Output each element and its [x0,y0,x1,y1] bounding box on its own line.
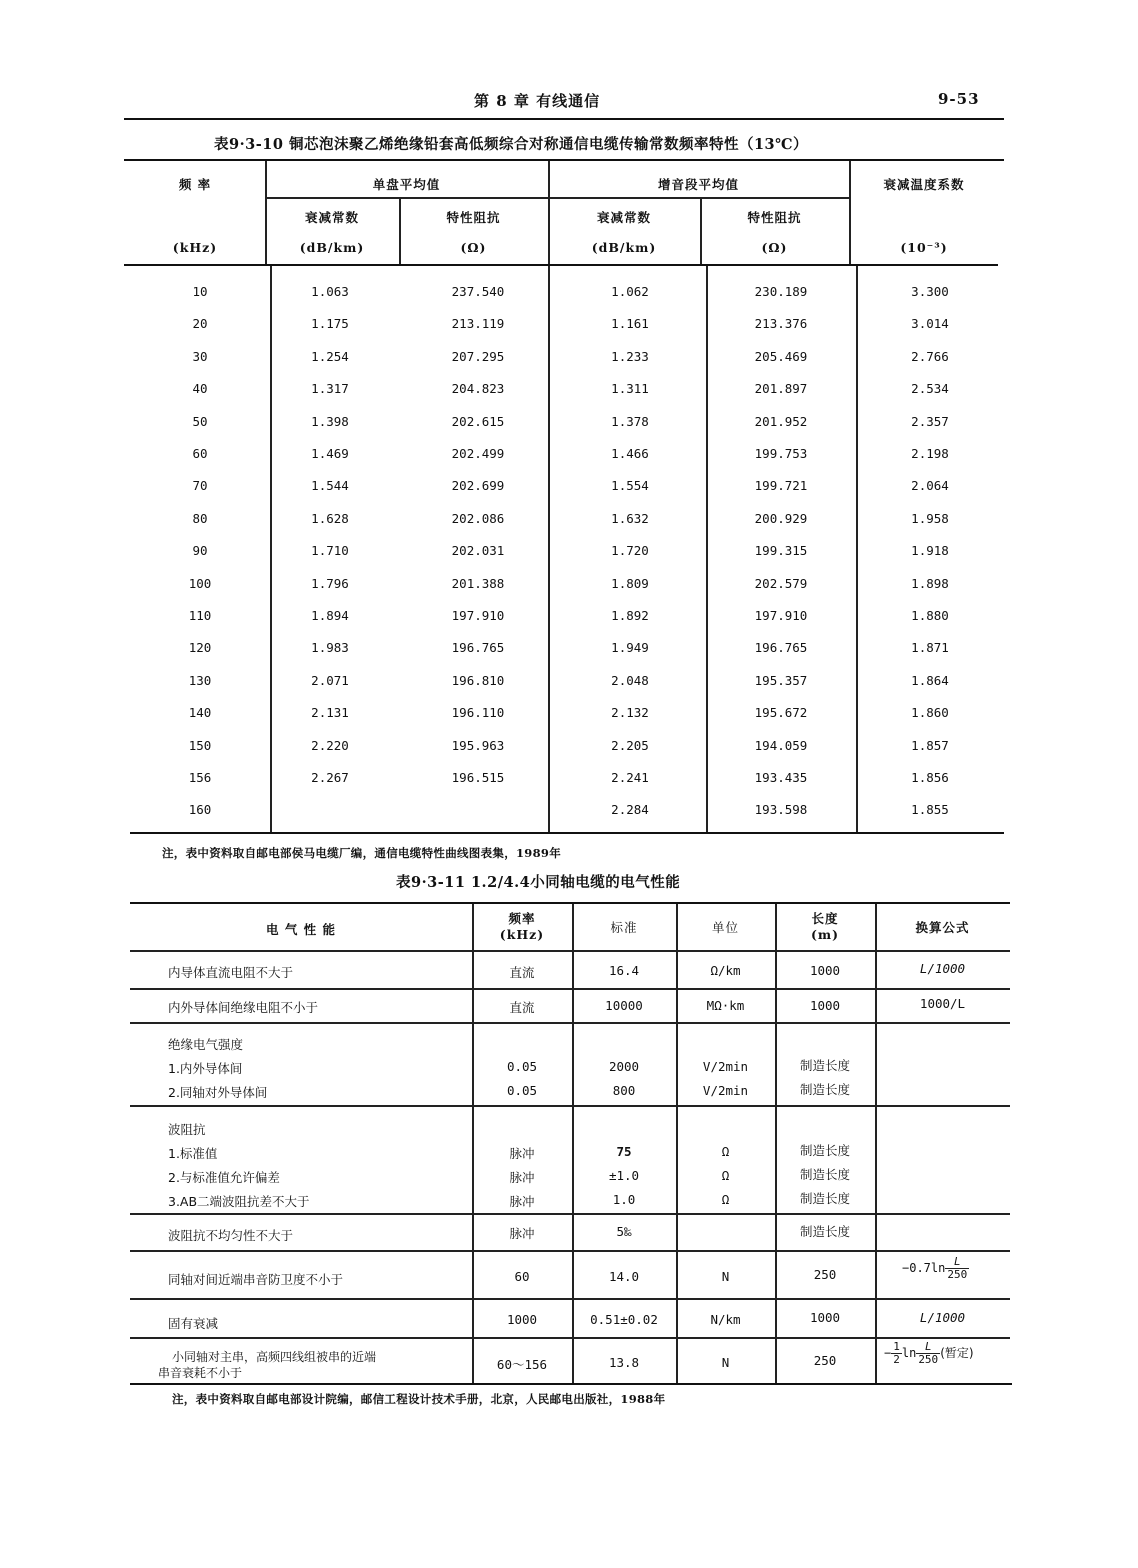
table1-cell: 197.910 [451,608,505,623]
table1-header-freq: 频 率 [178,177,212,192]
table1-cell: 1.398 [311,413,349,429]
table2-r5-std: 5‰ [616,1224,632,1239]
table1-cell: 196.765 [451,640,505,656]
table1-cell: 1.161 [611,316,649,332]
table2-r8-formula-den2: 250 [918,1353,939,1366]
table1-cell: 202.699 [451,478,505,494]
table1-cell: 40 [192,381,208,397]
table1-cell: 1.628 [311,510,349,526]
table1-cell: 1.855 [911,802,949,818]
table2-r8-unit: N [721,1355,730,1370]
table2-r8-formula-num2: L [916,1341,940,1354]
table1-cell: 2.284 [611,802,649,818]
table2-r8-freq: 60～156 [496,1357,548,1372]
table1-cell: 140 [188,705,212,721]
table1-cell: 2.241 [611,770,649,785]
table1-cell: 1.871 [911,640,949,656]
table2-r6-formula-fraction [945,1256,969,1281]
table2-r6-formula [902,1256,969,1281]
table2-r8-formula-den1: 2 [893,1353,900,1366]
table1-header-atten2: 衰减常数 [596,210,651,225]
table2-r3a-freq: 0.05 [506,1059,538,1074]
table2-r3b-unit: V/2min [702,1083,749,1098]
table2-r4c-freq: 脉冲 [509,1194,535,1209]
table1-cell: 1.317 [311,381,349,397]
table1-cell: 2.766 [911,348,949,364]
table2-r4a-std: 75 [616,1144,632,1159]
table2-header-unit: 单位 [711,920,739,935]
table1-cell: 199.753 [754,446,808,461]
table2-hline [130,950,1010,952]
table2-header-perf: 电 气 性 能 [265,922,337,937]
table1-cell: 199.315 [754,543,808,559]
table1-cell: 193.598 [754,802,808,818]
table1-cell: 202.615 [451,413,505,429]
table1-cell: 2.205 [611,737,649,753]
table1-cell: 1.949 [611,640,649,656]
table2-r6-unit: N [721,1269,730,1284]
table2-r5-freq: 脉冲 [509,1226,535,1241]
table2-r1-std: 16.4 [608,963,640,978]
table2-r4a-len: 制造长度 [799,1143,850,1158]
table1-cell: 150 [188,737,212,753]
table1-cell: 30 [192,348,208,364]
table1-cell: 70 [192,478,208,494]
table2-hline [130,988,1010,990]
table1-cell: 1.554 [611,478,649,494]
table1-cell: 2.048 [611,672,649,688]
table1-header-atten: 衰减常数 [304,210,359,225]
table2-r3a-unit: V/2min [702,1059,749,1074]
table1-cell: 1.864 [911,672,949,688]
table1-cell: 197.910 [754,608,808,623]
table1-header-rule [124,264,998,266]
table2-r4a-perf: 1.标准值 [168,1146,218,1161]
table1-cell: 194.059 [754,737,808,753]
table1-cell: 1.856 [911,770,949,785]
table1-cell: 201.952 [754,413,808,429]
table1-cell: 1.796 [311,575,349,591]
table2-r5-perf: 波阻抗不均匀性不大于 [168,1228,294,1243]
table1-cell: 2.132 [611,705,649,721]
table1-cell: 1.894 [311,608,349,623]
table1-cell: 120 [188,640,212,656]
table2-r1-unit: Ω/km [710,963,741,978]
table2-header-len-unit: (m) [810,927,840,942]
table1-cell: 205.469 [754,348,808,364]
table2-r8-formula [884,1341,974,1366]
table1-cell: 213.376 [754,316,808,332]
table1-bottom-rule [130,832,1004,834]
table2-top-rule [130,902,1010,904]
table2-r7-len: 1000 [809,1310,841,1325]
table2-r3a-perf: 1.内外导体间 [168,1061,243,1076]
table1-cell: 2.220 [311,737,349,753]
table2-r4c-unit: Ω [721,1192,730,1207]
table1-cell: 237.540 [451,284,505,299]
table1-cell: 1.983 [311,640,349,656]
chapter-header: 第 8 章 有线通信 [474,92,601,110]
table1-cell: 1.860 [911,705,949,721]
table1-note: 注，表中资料取自邮电部侯马电缆厂编，通信电缆特性曲线图表集，1989年 [162,846,562,860]
table2-r8-formula-frac1 [891,1341,902,1366]
table2-r4b-unit: Ω [721,1168,730,1183]
table2-r5-len: 制造长度 [799,1224,850,1239]
table2-r8-formula-tail: (暂定) [940,1346,974,1360]
table2-r1-perf: 内导体直流电阻不大于 [168,965,294,980]
table1-cell: 1.918 [911,543,949,559]
table1-cell: 202.031 [451,543,505,559]
table2-r1-freq: 直流 [509,965,535,980]
table1-cell: 2.131 [311,705,349,721]
table1-cell: 2.534 [911,381,949,397]
table1-cell: 1.720 [611,543,649,559]
table1-cell: 195.357 [754,672,808,688]
table1-cell: 20 [192,316,208,332]
table1-cell: 1.880 [911,608,949,623]
table1-cell: 196.515 [451,770,505,785]
table2-note: 注，表中资料取自邮电部设计院编，邮信工程设计技术手册，北京，人民邮电出版社，1988年 [172,1392,666,1406]
table2-r6-len: 250 [813,1267,837,1282]
table1-title: 表9·3-10 铜芯泡沫聚乙烯绝缘铅套高低频综合对称通信电缆传输常数频率特性（13℃） [214,136,809,153]
table1-cell: 1.063 [311,284,349,299]
table2-r4-head: 波阻抗 [168,1122,206,1137]
table2-r4b-freq: 脉冲 [509,1170,535,1185]
table1-cell: 201.897 [754,381,808,397]
table1-cell: 1.632 [611,510,649,526]
table2-r2-unit: MΩ·km [706,998,745,1013]
table2-r8-formula-minus: − [884,1346,892,1360]
table2-r7-perf: 固有衰减 [168,1316,219,1331]
table1-cell: 207.295 [451,348,505,364]
table2-r4b-len: 制造长度 [799,1167,850,1182]
table2-header-formula: 换算公式 [915,920,970,935]
table2-r6-formula-den: 250 [947,1268,968,1281]
table1-cell: 204.823 [451,381,505,397]
table1-cell: 130 [188,672,212,688]
table1-cell: 1.898 [911,575,949,591]
table1-cell: 3.014 [911,316,949,332]
table2-r2-freq: 直流 [509,1000,535,1015]
table2-r3b-std: 800 [612,1083,636,1098]
table1-cell: 202.086 [451,510,505,526]
table1-cell: 110 [188,608,212,623]
table2-header-freq-unit: (kHz) [499,927,545,942]
table1-cell: 10 [192,284,208,299]
table2-r7-unit: N/km [710,1312,741,1327]
table2-hline [130,1022,1010,1024]
table1-cell: 100 [188,575,212,591]
table2-hline [130,1298,1010,1300]
table1-cell: 195.672 [754,705,808,721]
table1-vline [856,266,858,834]
table1-top-rule [124,159,1004,161]
table1-header-temp-unit: (10⁻³) [900,240,948,255]
table2-r8-len: 250 [813,1353,837,1368]
table2-r4b-std: ±1.0 [608,1168,640,1183]
header-rule [124,118,1004,120]
table1-cell: 1.809 [611,575,649,591]
table1-vline [548,266,550,834]
table1-cell: 1.857 [911,737,949,753]
table1-cell: 1.378 [611,413,649,429]
table1-cell: 1.175 [311,316,349,332]
table1-cell: 199.721 [754,478,808,494]
table1-vline [706,266,708,834]
table2-r1-formula: L/1000 [919,961,966,976]
table1-cell: 156 [188,770,212,785]
table1-cell: 213.119 [451,316,505,332]
table1-cell: 1.958 [911,510,949,526]
table1-header-atten2-unit: (dB/km) [591,240,657,255]
table1-cell: 1.466 [611,446,649,461]
table1-cell: 196.110 [451,705,505,721]
table1-cell: 196.765 [754,640,808,656]
table2-r8-perf-line2: 串音衰耗不小于 [158,1366,243,1380]
table1-cell: 1.254 [311,348,349,364]
table1-cell: 3.300 [911,284,949,299]
table1-cell: 80 [192,510,208,526]
table2-r4c-len: 制造长度 [799,1191,850,1206]
table2-hline [130,1250,1010,1252]
table1-header-section: 增音段平均值 [657,177,739,192]
table2-r6-std: 14.0 [608,1269,640,1284]
table2-r8-formula-num1: 1 [893,1340,900,1353]
table2-r2-perf: 内外导体间绝缘电阻不小于 [168,1000,319,1015]
table2-r2-std: 10000 [605,998,643,1013]
table1-cell: 1.544 [311,478,349,494]
table1-header-single: 单盘平均值 [372,177,441,192]
table1-cell: 193.435 [754,770,808,785]
table1-cell: 202.579 [754,575,808,591]
table1-cell: 2.267 [311,770,349,785]
table1-cell: 1.311 [611,381,649,397]
table2-title: 表9·3-11 1.2/4.4小同轴电缆的电气性能 [396,874,681,891]
table1-cell: 2.064 [911,478,949,494]
table1-cell: 160 [188,802,212,818]
table2-header-len: 长度 [811,911,839,926]
table2-bottom-rule [130,1383,1012,1385]
table2-r3-head: 绝缘电气强度 [168,1037,244,1052]
table2-hline [130,1337,1010,1339]
table1-cell: 2.357 [911,413,949,429]
table2-r2-formula: 1000/L [919,996,966,1011]
table2-r8-std: 13.8 [608,1355,640,1370]
table1-cell: 1.062 [611,284,649,299]
table2-r1-len: 1000 [809,963,841,978]
table2-r6-freq: 60 [514,1269,530,1284]
table2-r4c-std: 1.0 [612,1192,636,1207]
table2-r2-len: 1000 [809,998,841,1013]
table1-cell: 50 [192,413,208,429]
table1-header-imped2: 特性阻抗 [747,210,802,225]
table1-header-freq-unit: (kHz) [172,240,218,255]
table2-r7-formula: L/1000 [919,1310,966,1325]
table1-cell: 1.233 [611,348,649,364]
table2-r7-freq: 1000 [506,1312,538,1327]
table2-r3a-len: 制造长度 [799,1058,850,1073]
table2-r8-formula-frac2 [916,1341,940,1366]
table2-r6-formula-num: L [945,1256,969,1269]
table2-header-freq: 频率 [508,911,536,926]
table1-cell: 230.189 [754,284,808,299]
table2-r4a-freq: 脉冲 [509,1146,535,1161]
table1-cell: 201.388 [451,575,505,591]
table2-r4c-perf: 3.AB二端波阻抗差不大于 [168,1194,310,1209]
table1-cell: 90 [192,543,208,559]
table2-hline [130,1105,1010,1107]
table1-cell: 202.499 [451,446,505,461]
table2-r3b-len: 制造长度 [799,1082,850,1097]
table1-header-imped: 特性阻抗 [446,210,501,225]
table1-cell: 1.469 [311,446,349,461]
table1-cell: 200.929 [754,510,808,526]
table2-r8-perf-line1: 小同轴对主串，高频四线组被串的近端 [172,1350,377,1364]
table1-cell: 1.892 [611,608,649,623]
table2-r6-formula-prefix: −0.7ln [902,1261,946,1275]
table2-r4a-unit: Ω [721,1144,730,1159]
table1-hline [265,197,849,199]
table2-r4b-perf: 2.与标准值允许偏差 [168,1170,280,1185]
table1-cell: 60 [192,446,208,461]
table2-r8-formula-ln: ln [901,1346,917,1360]
table2-r6-perf: 同轴对间近端串音防卫度不小于 [168,1272,344,1287]
table2-r3a-std: 2000 [608,1059,640,1074]
page-number: 9-53 [938,90,980,108]
table1-header-imped2-unit: (Ω) [761,240,788,255]
table2-r3b-perf: 2.同轴对外导体间 [168,1085,268,1100]
table2-r3b-freq: 0.05 [506,1083,538,1098]
table1-header-imped-unit: (Ω) [460,240,487,255]
table1-cell: 195.963 [451,737,505,753]
table2-hline [130,1213,1010,1215]
table2-header-std: 标准 [610,920,638,935]
table1-cell: 2.198 [911,446,949,461]
table1-cell: 1.710 [311,543,349,559]
table1-header-atten-unit: (dB/km) [299,240,365,255]
table1-header-temp: 衰减温度系数 [883,177,965,192]
table2-r7-std: 0.51±0.02 [590,1312,658,1327]
table1-cell: 196.810 [451,672,505,688]
table1-cell: 2.071 [311,672,349,688]
